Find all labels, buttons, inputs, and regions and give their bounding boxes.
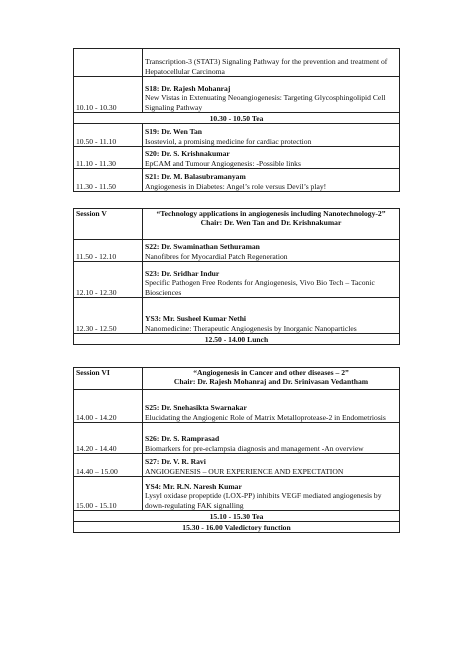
table-row — [74, 262, 400, 298]
break-cell — [74, 511, 400, 522]
session-label-cell — [74, 209, 143, 240]
talk-cell — [143, 423, 400, 454]
speaker-name: S19: Dr. Wen Tan — [145, 127, 202, 137]
session-chair: Chair: Dr. Rajesh Mohanraj and Dr. Srinivasan Vedantham — [173, 377, 369, 387]
break-cell — [74, 334, 400, 345]
talk-title: Specific Pathogen Free Rodents for Angiogenesis, Vivo Bio Tech – Taconic Biosciences — [145, 278, 375, 297]
talk-title: Lysyl oxidase propeptide (LOX-PP) inhibits VEGF mediated angiogenesis by down-regulating FAK signalling — [145, 491, 382, 510]
talk-title: Isosteviol, a promising medicine for cardiac protection — [145, 136, 312, 146]
speaker-name: S23: Dr. Sridhar Indur — [145, 269, 220, 279]
table-row — [74, 298, 400, 334]
table-row — [74, 147, 400, 169]
speaker-name: S20: Dr. S. Krishnakumar — [145, 149, 230, 159]
talk-cell — [143, 147, 400, 169]
talk-cell — [143, 77, 400, 113]
talk-cell — [143, 454, 400, 477]
session-chair: Chair: Dr. Wen Tan and Dr. Krishnakumar — [200, 218, 342, 228]
time-cell: 14.00 - 14.20 — [74, 390, 143, 423]
speaker-name: YS4: Mr. R.N. Naresh Kumar — [145, 482, 242, 492]
session-heading-cell — [143, 209, 400, 240]
talk-cell — [143, 477, 400, 511]
session-heading-cell — [143, 368, 400, 390]
table-row — [74, 423, 400, 454]
talk-title: Nanomedicine: Therapeutic Angiogenesis by Inorganic Nanoparticles — [145, 323, 357, 333]
time-cell: 11.10 - 11.30 — [74, 147, 143, 169]
session-label: Session VI — [76, 368, 110, 377]
talk-cell — [143, 262, 400, 298]
talk-title: Elucidating the Angiogenic Role of Matrix Metalloprotease-2 in Endometriosis — [145, 412, 386, 422]
table-row — [74, 454, 400, 477]
schedule-table-session-v — [73, 208, 400, 345]
time-cell: 12.30 - 12.50 — [74, 298, 143, 334]
session-heading: “Angiogenesis in Cancer and other diseases – 2” — [193, 368, 349, 377]
break-row — [74, 522, 400, 533]
speaker-name: S26: Dr. S. Ramprasad — [145, 434, 220, 444]
session-heading: “Technology applications in angiogenesis including Nanotechnology-2” — [156, 209, 386, 218]
break-label: 10.30 - 10.50 Tea — [209, 113, 264, 123]
break-cell — [74, 113, 400, 124]
time-cell: 14.20 - 14.40 — [74, 423, 143, 454]
talk-cell — [143, 169, 400, 192]
time-cell — [74, 49, 143, 77]
session-label: Session V — [76, 209, 107, 218]
speaker-name: S27: Dr. V. R. Ravi — [145, 457, 206, 467]
session-header-row — [74, 368, 400, 390]
time-cell: 14.40 – 15.00 — [74, 454, 143, 477]
table-row — [74, 477, 400, 511]
table-row — [74, 77, 400, 113]
time-cell: 10.10 - 10.30 — [74, 77, 143, 113]
talk-title: ANGIOGENESIS – OUR EXPERIENCE AND EXPECTATION — [145, 466, 344, 476]
break-label: 15.30 - 16.00 Valedictory function — [182, 522, 291, 532]
time-cell: 12.10 - 12.30 — [74, 262, 143, 298]
break-cell — [74, 522, 400, 533]
talk-cell — [143, 298, 400, 334]
table-row — [74, 49, 400, 77]
time-cell: 11.30 - 11.50 — [74, 169, 143, 192]
talk-title: Transcription-3 (STAT3) Signaling Pathway for the prevention and treatment of Hepatocellular Carcinoma — [145, 57, 388, 76]
table-row — [74, 390, 400, 423]
talk-title: Angiogenesis in Diabetes: Angel’s role versus Devil’s play! — [145, 181, 327, 191]
break-label: 15.10 - 15.30 Tea — [209, 511, 264, 521]
talk-title: EpCAM and Tumour Angiogenesis: -Possible links — [145, 158, 301, 168]
time-cell: 10.50 - 11.10 — [74, 124, 143, 147]
time-cell: 11.50 - 12.10 — [74, 240, 143, 262]
time-cell: 15.00 - 15.10 — [74, 477, 143, 511]
talk-title: Nanofibres for Myocardial Patch Regeneration — [145, 251, 288, 261]
break-row — [74, 511, 400, 522]
schedule-table-session-vi — [73, 367, 400, 533]
speaker-name: S22: Dr. Swaminathan Sethuraman — [145, 242, 260, 252]
talk-title: Biomarkers for pre-eclampsia diagnosis and management -An overview — [145, 443, 364, 453]
talk-title: New Vistas in Extenuating Neoangiogenesis: Targeting Glycosphingolipid Cell Signaling Pathway — [145, 93, 386, 112]
break-row — [74, 334, 400, 345]
talk-cell — [143, 124, 400, 147]
speaker-name: S25: Dr. Snehasikta Swarnakar — [145, 403, 247, 413]
break-row — [74, 113, 400, 124]
speaker-name: YS3: Mr. Susheel Kumar Nethi — [145, 314, 247, 324]
speaker-name: S18: Dr. Rajesh Mohanraj — [145, 84, 231, 94]
talk-cell — [143, 390, 400, 423]
session-header-row — [74, 209, 400, 240]
table-row — [74, 169, 400, 192]
talk-cell — [143, 49, 400, 77]
schedule-table-1 — [73, 48, 400, 192]
table-row — [74, 124, 400, 147]
table-row — [74, 240, 400, 262]
session-label-cell — [74, 368, 143, 390]
break-label: 12.50 - 14.00 Lunch — [204, 334, 269, 344]
talk-cell — [143, 240, 400, 262]
speaker-name: S21: Dr. M. Balasubramanyam — [145, 172, 246, 182]
